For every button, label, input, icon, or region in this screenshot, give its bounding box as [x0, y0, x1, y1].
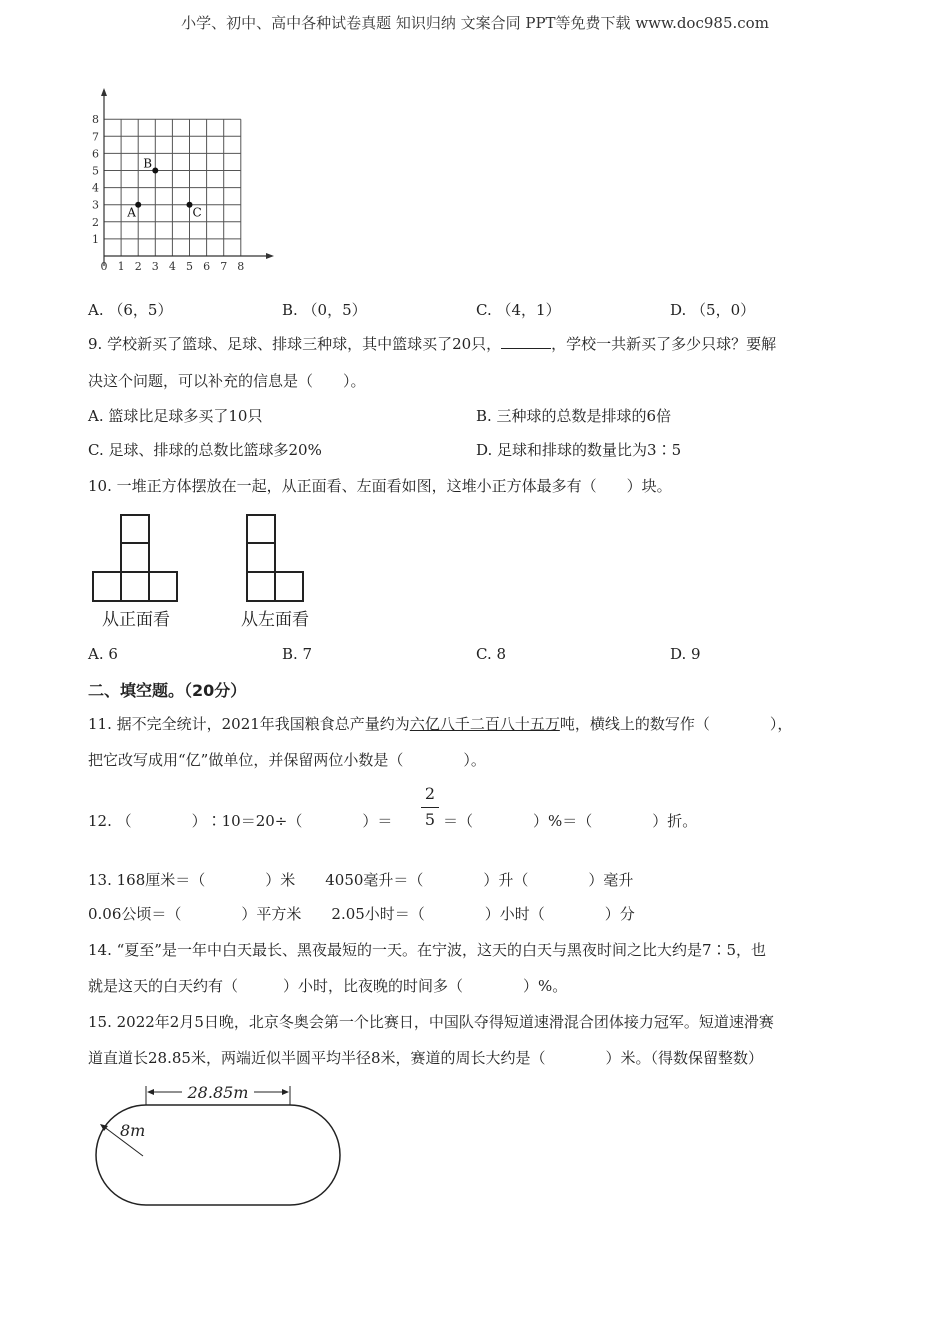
q9-line-2: 决这个问题，可以补充的信息是（ ）。	[88, 372, 366, 390]
q9-option-c[interactable]: C. 足球、排球的总数比篮球多20%	[88, 441, 322, 459]
dimension-arrow-right-icon	[282, 1089, 289, 1095]
q8-option-d[interactable]: D. （5，0）	[670, 301, 756, 319]
q13-line-1: 13. 168厘米＝（ ）米 4050毫升＝（ ）升（ ）毫升	[88, 871, 634, 889]
track-radius-label: 8m	[120, 1121, 146, 1140]
track-length-label: 28.85m	[187, 1083, 249, 1102]
page-header: 小学、初中、高中各种试卷真题 知识归纳 文案合同 PPT等免费下载 www.doc985.com	[181, 14, 769, 32]
front-cube	[121, 543, 149, 572]
q10-option-b[interactable]: B. 7	[282, 645, 313, 663]
q10-option-a[interactable]: A. 6	[88, 645, 118, 663]
x-tick-label: 6	[203, 260, 211, 273]
point-label-a: A	[127, 205, 136, 220]
y-tick-label: 1	[92, 232, 99, 246]
section-title: 二、填空题。（20分）	[88, 681, 247, 700]
q14-line-1: 14. “夏至”是一年中白天最长、黑夜最短的一天。在宁波，这天的白天与黑夜时间之比大约是7∶5，也	[88, 941, 767, 959]
y-tick-label: 6	[92, 147, 99, 161]
q10-text: 10. 一堆正方体摆放在一起，从正面看、左面看如图，这堆小正方体最多有（ ）块。	[88, 477, 672, 495]
q9-option-d[interactable]: D. 足球和排球的数量比为3∶5	[476, 441, 682, 459]
speed-skating-track-figure	[90, 1080, 346, 1212]
q9-line-1	[88, 334, 776, 354]
x-tick-label: 7	[220, 260, 228, 273]
front-cube	[149, 572, 177, 601]
left-cube	[275, 572, 303, 601]
q15-line-1: 15. 2022年2月5日晚，北京冬奥会第一个比赛日，中国队夺得短道速滑混合团体接力冠军。短道速滑赛	[88, 1013, 774, 1031]
q9-blank[interactable]	[501, 334, 551, 349]
y-tick-label: 4	[92, 181, 99, 195]
x-tick-label: 3	[151, 260, 159, 273]
q11-line-2: 把它改写成用“亿”做单位，并保留两位小数是（ ）。	[88, 751, 486, 769]
y-axis-arrow-icon	[101, 88, 107, 96]
front-view-figure	[90, 512, 182, 632]
q11-text-a: 11. 据不完全统计，2021年我国粮食总产量约为	[88, 715, 410, 733]
x-tick-label: 1	[117, 260, 125, 273]
left-view-label: 从左面看	[241, 610, 309, 630]
q12-fraction-bar	[421, 807, 439, 808]
coordinate-grid-figure	[86, 88, 276, 278]
left-cube	[247, 515, 275, 543]
y-tick-label: 8	[92, 113, 99, 127]
left-cube	[247, 543, 275, 572]
front-view-label: 从正面看	[102, 610, 170, 630]
q12-text-b: ＝（ ）%＝（ ）折。	[443, 812, 698, 830]
dimension-arrow-left-icon	[147, 1089, 154, 1095]
q8-option-c[interactable]: C. （4，1）	[476, 301, 561, 319]
q10-option-c[interactable]: C. 8	[476, 645, 507, 663]
q12-text-a: 12. （ ）∶10＝20÷（ ）＝	[88, 812, 393, 830]
point-label-c: C	[192, 205, 202, 220]
x-axis-arrow-icon	[266, 253, 274, 259]
q11-line-1	[88, 714, 792, 734]
q9-text-a: 9. 学校新买了篮球、足球、排球三种球，其中篮球买了20只，	[88, 335, 502, 353]
x-tick-label: 4	[168, 260, 176, 273]
front-cube	[93, 572, 121, 601]
front-cube	[121, 515, 149, 543]
point-a	[135, 202, 141, 208]
q12-fraction-denominator: 5	[424, 810, 436, 829]
point-label-b: B	[143, 156, 153, 171]
y-tick-label: 7	[92, 130, 99, 144]
q14-line-2: 就是这天的白天约有（ ）小时，比夜晚的时间多（ ）%。	[88, 977, 568, 995]
x-tick-label: 5	[186, 260, 193, 273]
q8-option-b[interactable]: B. （0，5）	[282, 301, 367, 319]
point-b	[152, 168, 158, 174]
y-tick-label: 3	[92, 198, 99, 212]
q13-line-2: 0.06公顷＝（ ）平方米 2.05小时＝（ ）小时（ ）分	[88, 905, 635, 923]
q10-option-d[interactable]: D. 9	[670, 645, 701, 663]
q11-text-b: 吨，横线上的数写作（ ），	[559, 715, 793, 733]
x-tick-label: 8	[237, 260, 245, 273]
y-tick-label: 2	[92, 215, 99, 229]
x-tick-label: 2	[134, 260, 142, 273]
q9-text-b: ，学校一共新买了多少只球？要解	[551, 335, 777, 353]
track-outline	[96, 1105, 340, 1205]
q8-option-a[interactable]: A. （6，5）	[88, 301, 173, 319]
front-cube	[121, 572, 149, 601]
q12-fraction-numerator: 2	[424, 784, 436, 803]
left-cube	[247, 572, 275, 601]
y-tick-label: 5	[92, 164, 99, 178]
q15-line-2: 道直道长28.85米，两端近似半圆平均半径8米，赛道的周长大约是（ ）米。（得数保留整数）	[88, 1049, 763, 1067]
x-tick-label: 0	[100, 260, 108, 273]
q11-underlined-number: 六亿八千二百八十五万	[409, 715, 560, 733]
q9-option-b[interactable]: B. 三种球的总数是排球的6倍	[476, 407, 672, 425]
left-view-figure	[234, 512, 326, 632]
q9-option-a[interactable]: A. 篮球比足球多买了10只	[88, 407, 263, 425]
